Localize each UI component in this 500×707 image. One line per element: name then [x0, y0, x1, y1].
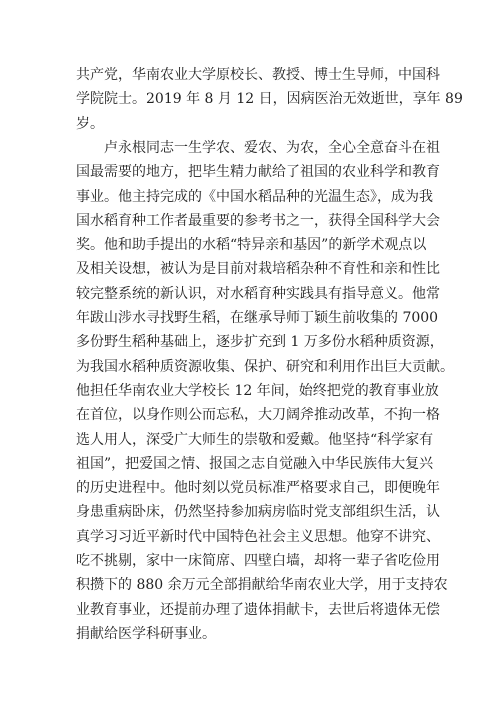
text-line: 身患重病卧床，仍然坚持参加病房临时党支部组织生活，认 [76, 504, 440, 520]
text-line: 卢永根同志一生学农、爱农、为农，全心全意奋斗在祖 [104, 140, 440, 156]
text-line: 共产党，华南农业大学原校长、教授、博士生导师，中国科 [76, 67, 440, 83]
text-line: 祖国”，把爱国之情、报国之志自觉融入中华民族伟大复兴 [76, 456, 434, 472]
text-line: 学院院士。2019 年 8 月 12 日，因病医治无效逝世，享年 89 [76, 91, 463, 107]
text-line: 积攒下的 880 余万元全部捐献给华南农业大学，用于支持农 [76, 577, 448, 593]
text-line: 事业。他主持完成的《中国水稻品种的光温生态》，成为我 [76, 189, 433, 205]
text-line: 多份野生稻种基础上，逐步扩充到 1 万多份水稻种质资源， [76, 334, 444, 350]
text-line: 奖。他和助手提出的水稻“特异亲和基因”的新学术观点以 [76, 237, 427, 253]
text-line: 在首位，以身作则公而忘私，大刀阔斧推动改革，不拘一格 [76, 407, 440, 423]
text-line: 业教育事业，还提前办理了遗体捐献卡，去世后将遗体无偿 [76, 602, 440, 618]
text-line: 及相关设想，被认为是目前对栽培稻杂种不育性和亲和性比 [76, 261, 440, 277]
text-line: 吃不挑剔，家中一床简席、四壁白墙，却将一辈子省吃俭用 [76, 553, 440, 569]
text-line: 较完整系统的新认识，对水稻育种实践具有指导意义。他常 [76, 286, 440, 302]
text-line: 岁。 [76, 116, 104, 132]
text-line: 国水稻育种工作者最重要的参考书之一，获得全国科学大会 [76, 213, 440, 229]
text-line: 为我国水稻种质资源收集、保护、研究和利用作出巨大贡献。 [76, 359, 454, 375]
text-line: 的历史进程中。他时刻以党员标准严格要求自己，即便晚年 [76, 480, 440, 496]
text-line: 他担任华南农业大学校长 12 年间，始终把党的教育事业放 [76, 383, 439, 399]
text-line: 捐献给医学科研事业。 [76, 626, 216, 642]
text-line: 年跋山涉水寻找野生稻，在继承导师丁颖生前收集的 7000 [76, 310, 439, 326]
text-line: 国最需要的地方，把毕生精力献给了祖国的农业科学和教育 [76, 164, 440, 180]
text-line: 真学习习近平新时代中国特色社会主义思想。他穿不讲究、 [76, 529, 440, 545]
text-line: 选人用人，深受广大师生的崇敬和爱戴。他坚持“科学家有 [76, 432, 434, 448]
